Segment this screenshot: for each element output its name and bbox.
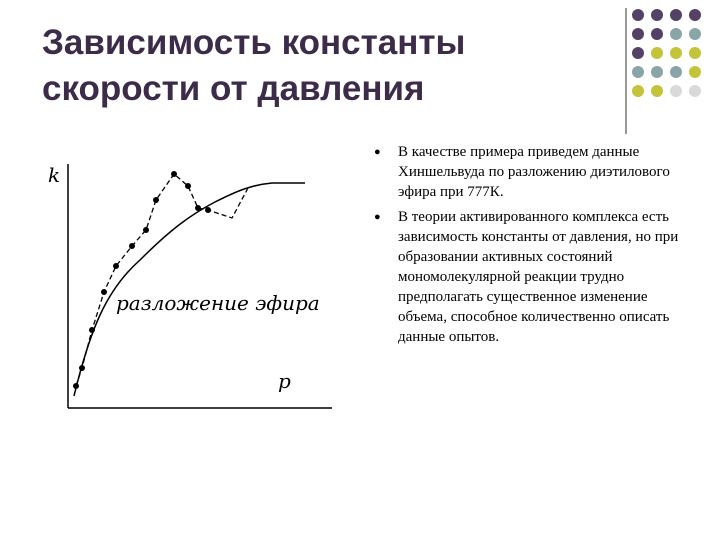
decorative-dot: [651, 66, 663, 78]
decorative-dot: [651, 47, 663, 59]
decorative-dot: [689, 66, 701, 78]
data-point: [101, 289, 107, 295]
decorative-dot-grid: [632, 9, 712, 119]
bullet-text: В теории активированного комплекса есть зависимость константы от давления, но при образовании активных состояний мономолекулярной реакции трудно предполагать существенное изменение объема, способное количественно описать данные опытов.: [398, 209, 679, 345]
bullet-marker: ●: [374, 211, 381, 223]
decorative-dot: [632, 9, 644, 21]
title-line-2: скорости от давления: [42, 69, 425, 108]
decorative-dot: [632, 66, 644, 78]
data-point: [79, 365, 85, 371]
bullet-item: [370, 142, 690, 202]
decorative-dot: [670, 85, 682, 97]
decorative-dot: [689, 9, 701, 21]
curve-label: разложение эфира: [116, 291, 320, 315]
decorative-dot: [670, 66, 682, 78]
bullet-text: В качестве примера приведем данные Хиншельвуда по разложению диэтилового эфира при 777К.: [398, 144, 670, 200]
data-points: [73, 171, 211, 389]
data-point: [205, 207, 211, 213]
data-point: [185, 183, 191, 189]
decorative-dot: [670, 28, 682, 40]
decorative-divider: [625, 8, 627, 134]
data-point: [153, 197, 159, 203]
x-axis-label: p: [278, 369, 291, 393]
title-line-1: Зависимость константы: [42, 23, 466, 62]
data-point: [143, 227, 149, 233]
decorative-dot: [632, 47, 644, 59]
decorative-dot: [689, 85, 701, 97]
data-point: [195, 205, 201, 211]
decorative-dot: [689, 47, 701, 59]
decorative-dot: [632, 28, 644, 40]
decorative-dot: [651, 9, 663, 21]
rate-constant-figure: [40, 160, 340, 420]
bullet-item: [370, 207, 690, 347]
decorative-dot: [670, 9, 682, 21]
decorative-dot: [651, 85, 663, 97]
y-axis-label: k: [48, 163, 61, 187]
data-point: [113, 263, 119, 269]
decorative-dot: [689, 28, 701, 40]
bullet-marker: ●: [374, 146, 381, 158]
data-point: [129, 243, 135, 249]
data-point: [73, 383, 79, 389]
decorative-dot: [651, 28, 663, 40]
experimental-line: [76, 174, 248, 386]
decorative-dot: [632, 85, 644, 97]
bullet-list: [370, 142, 690, 352]
data-point: [171, 171, 177, 177]
theoretical-curve: [74, 183, 305, 396]
data-point: [89, 327, 95, 333]
decorative-dot: [670, 47, 682, 59]
slide-title: [42, 20, 602, 112]
